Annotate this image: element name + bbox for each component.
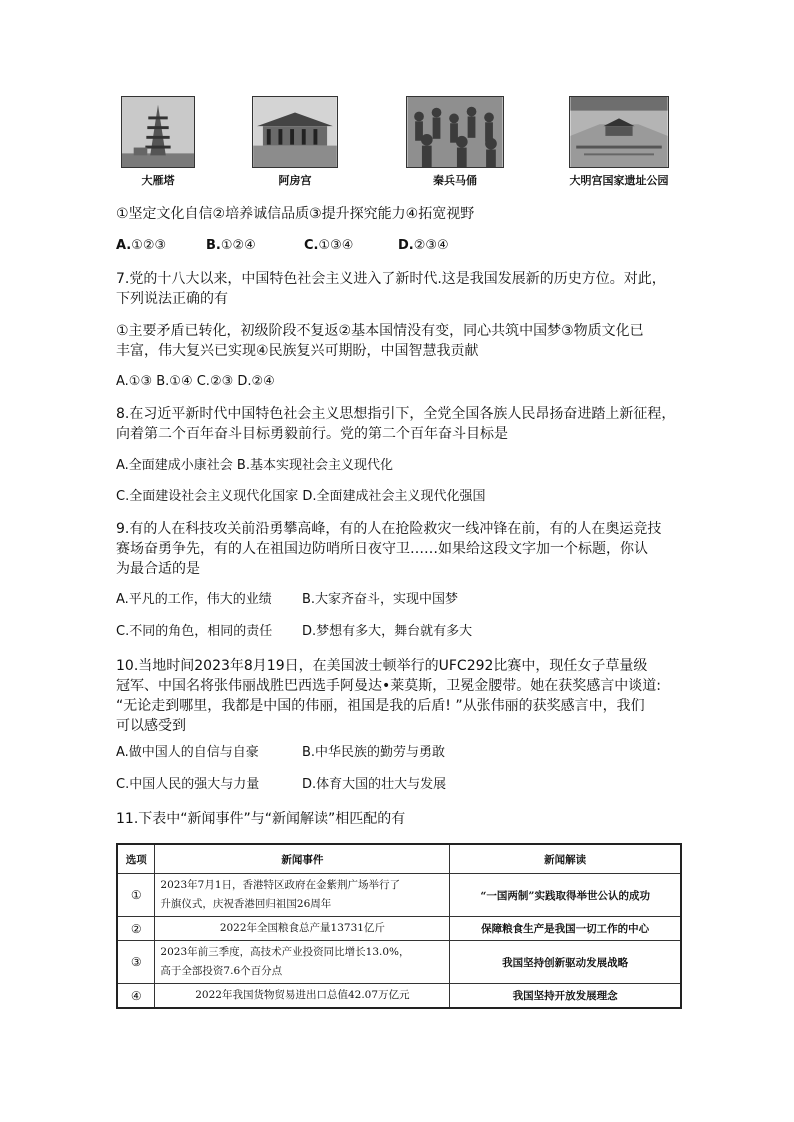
event-line: 2022年全国粮食总产量13731亿斤 xyxy=(219,922,385,934)
row-event xyxy=(155,917,450,941)
q10-stem-line: 冠军、中国名将张伟丽战胜巴西选手阿曼达•莱莫斯，卫冕金腰带。她在获奖感言中谈道: xyxy=(116,678,661,694)
q6-statements: ①坚定文化自信②培养诚信品质③提升探究能力④拓宽视野 xyxy=(116,206,475,222)
event-line: 2023年7月1日，香港特区政府在金紫荆广场举行了 xyxy=(160,879,401,891)
q9-option-d[interactable]: D.梦想有多大，舞台就有多大 xyxy=(302,624,473,639)
row-interpretation: “一国两制”实践取得举世公认的成功 xyxy=(450,874,681,917)
q9-option-c[interactable]: C.不同的角色，相同的责任 xyxy=(116,624,273,639)
q6-option-c[interactable]: C.①③④ xyxy=(304,238,354,253)
table-row xyxy=(117,917,681,941)
q9-stem-line: 9.有的人在科技攻关前沿勇攀高峰，有的人在抢险救灾一线冲锋在前，有的人在奥运竞技 xyxy=(116,521,662,537)
pagoda-photo xyxy=(121,96,195,168)
q10-option-c[interactable]: C.中国人民的强大与力量 xyxy=(116,777,260,792)
row-event xyxy=(155,941,450,984)
picture-dayanta xyxy=(121,96,195,188)
q9-stem-line: 赛场奋勇争先，有的人在祖国边防哨所日夜守卫……如果给这段文字加一个标题，你认 xyxy=(116,541,648,557)
event-line: 2022年我国货物贸易进出口总值42.07万亿元 xyxy=(195,989,410,1001)
q6-option-a[interactable]: A.①②③ xyxy=(116,238,167,253)
q8-options-ab[interactable]: A.全面建成小康社会 B.基本实现社会主义现代化 xyxy=(116,458,393,473)
q10-stem-line: 可以感受到 xyxy=(116,718,186,734)
picture-terracotta xyxy=(406,96,504,188)
table-row xyxy=(117,941,681,984)
row-interpretation: 我国坚持开放发展理念 xyxy=(450,984,681,1009)
q9-option-b[interactable]: B.大家齐奋斗，实现中国梦 xyxy=(302,592,459,607)
row-number: ③ xyxy=(117,941,155,984)
park-aerial-photo xyxy=(569,96,669,168)
q7-options[interactable]: A.①③ B.①④ C.②③ D.②④ xyxy=(116,374,275,389)
picture-efanggong xyxy=(252,96,338,188)
header-option: 选项 xyxy=(117,844,155,874)
q8-options-cd[interactable]: C.全面建设社会主义现代化国家 D.全面建成社会主义现代化强国 xyxy=(116,489,486,504)
row-event xyxy=(155,874,450,917)
q10-stem-line: 10.当地时间2023年8月19日，在美国波士顿举行的UFC292比赛中，现任女子草量级 xyxy=(116,658,648,674)
q8-stem-line: 8.在习近平新时代中国特色社会主义思想指引下，全党全国各族人民昂扬奋进踏上新征程， xyxy=(116,406,676,422)
q6-option-b[interactable]: B.①②④ xyxy=(206,238,256,253)
row-number: ② xyxy=(117,917,155,941)
picture-caption: 大明宫国家遗址公园 xyxy=(569,174,669,187)
row-number: ① xyxy=(117,874,155,917)
q7-statement-line: 丰富，伟大复兴已实现④民族复兴可期盼，中国智慧我贡献 xyxy=(116,343,479,359)
q10-stem-line: “无论走到哪里，我都是中国的伟丽，祖国是我的后盾! ”从张伟丽的获奖感言中，我们 xyxy=(116,698,645,714)
q8-stem-line: 向着第二个百年奋斗目标勇毅前行。党的第二个百年奋斗目标是 xyxy=(116,426,508,442)
picture-caption: 秦兵马俑 xyxy=(433,174,477,187)
row-number: ④ xyxy=(117,984,155,1009)
q9-stem-line: 为最合适的是 xyxy=(116,561,200,577)
q7-statement-line: ①主要矛盾已转化，初级阶段不复返②基本国情没有变，同心共筑中国梦③物质文化已 xyxy=(116,323,644,339)
q7-stem-line: 下列说法正确的有 xyxy=(116,291,228,307)
q6-option-d[interactable]: D.②③④ xyxy=(398,238,449,253)
table-row xyxy=(117,984,681,1009)
palace-photo xyxy=(252,96,338,168)
event-line: 升旗仪式，庆祝香港回归祖国26周年 xyxy=(160,898,332,910)
terracotta-warriors-photo xyxy=(406,96,504,168)
table-header-row xyxy=(117,844,681,874)
row-interpretation: 我国坚持创新驱动发展战略 xyxy=(450,941,681,984)
event-line: 高于全部投资7.6个百分点 xyxy=(160,965,283,977)
news-table xyxy=(116,843,682,1009)
table-row xyxy=(117,874,681,917)
q9-option-a[interactable]: A.平凡的工作，伟大的业绩 xyxy=(116,592,272,607)
event-line: 2023年前三季度，高技术产业投资同比增长13.0%， xyxy=(160,946,410,958)
picture-caption: 大雁塔 xyxy=(141,174,175,187)
row-interpretation: 保障粮食生产是我国一切工作的中心 xyxy=(450,917,681,941)
header-news-interpretation: 新闻解读 xyxy=(450,844,681,874)
q10-option-a[interactable]: A.做中国人的自信与自豪 xyxy=(116,745,259,760)
q10-option-d[interactable]: D.体育大国的壮大与发展 xyxy=(302,777,447,792)
q11-stem: 11.下表中“新闻事件”与“新闻解读”相匹配的有 xyxy=(116,811,406,827)
picture-caption: 阿房宫 xyxy=(278,174,312,187)
row-event xyxy=(155,984,450,1009)
q7-stem-line: 7.党的十八大以来，中国特色社会主义进入了新时代.这是我国发展新的历史方位。对此， xyxy=(116,271,666,287)
header-news-event: 新闻事件 xyxy=(155,844,450,874)
picture-daminggong xyxy=(569,96,669,188)
q10-option-b[interactable]: B.中华民族的勤劳与勇敢 xyxy=(302,745,446,760)
